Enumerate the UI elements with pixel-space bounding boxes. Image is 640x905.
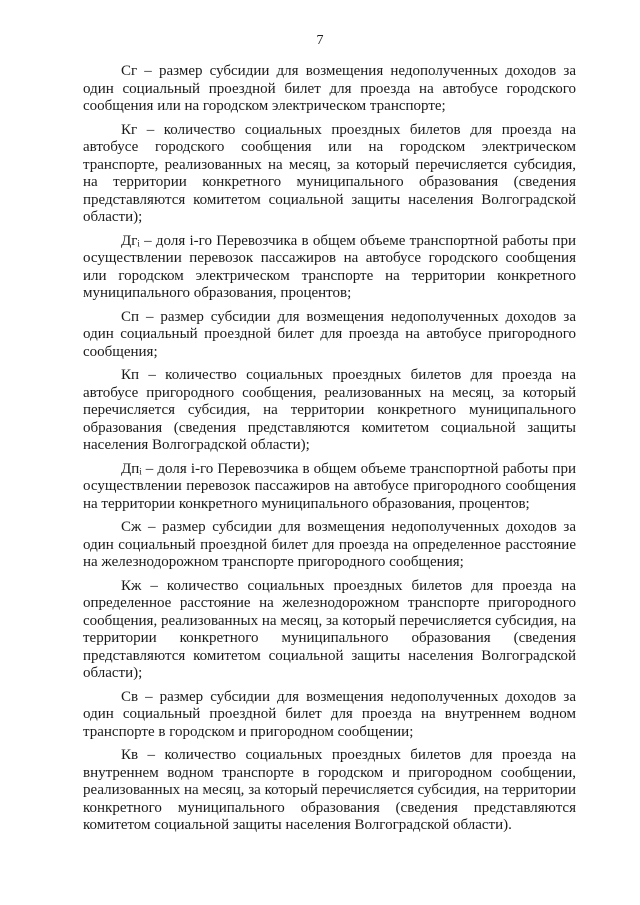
paragraph-sg: Сг – размер субсидии для возмещения недополученных доходов за один социальный проездной билет для проезда на автобусе городского сообщения или на городском электрическом транспорте; xyxy=(83,63,576,114)
paragraph-kzh: Кж – количество социальных проездных билетов для проезда на определенное расстояние на железнодорожном транспорте пригородного сообщения, реализованных на месяц, за который перечисляется субсидия, на территории конкретного муниципального образования (сведения представляются комитетом социальной защиты населения Волгоградской области); xyxy=(83,577,576,681)
document-body xyxy=(83,63,576,841)
page-number: 7 xyxy=(316,33,324,48)
paragraph-sv: Св – размер субсидии для возмещения недополученных доходов за один социальный проездной билет для проезда на внутреннем водном транспорте в городском и пригородном сообщении; xyxy=(83,688,576,740)
paragraph-szh: Сж – размер субсидии для возмещения недополученных доходов за один социальный проездной билет для проезда на определенное расстояние на железнодорожном транспорте пригородного сообщения; xyxy=(83,519,576,570)
paragraph-sp: Сп – размер субсидии для возмещения недополученных доходов за один социальный проездной билет для проезда на автобусе пригородного сообщения; xyxy=(83,308,576,360)
paragraph-dg: Дгᵢ – доля i-го Перевозчика в общем объеме транспортной работы при осуществлении перевозок пассажиров на автобусе городского сообщения или городском электрическом транспорте на территории конкретного муниципального образования, процентов; xyxy=(83,232,576,301)
paragraph-kg: Кг – количество социальных проездных билетов для проезда на автобусе городского сообщения или на городском электрическом транспорте, реализованных на месяц, за который перечисляется субсидия, на территории конкретного муниципального образования (сведения представляются комитетом социальной защиты населения Волгоградской области); xyxy=(83,121,576,225)
paragraph-kv: Кв – количество социальных проездных билетов для проезда на внутреннем водном транспорте в городском и пригородном сообщении, реализованных на месяц, за который перечисляется субсидия, на территории конкретного муниципального образования (сведения представляются комитетом социальной защиты населения Волгоградской области). xyxy=(83,747,576,833)
paragraph-dp: Дпᵢ – доля i-го Перевозчика в общем объеме транспортной работы при осуществлении перевозок пассажиров на автобусе пригородного сообщения на территории конкретного муниципального образования, процентов; xyxy=(83,460,576,512)
paragraph-kp: Кп – количество социальных проездных билетов для проезда на автобусе пригородного сообщения, реализованных на месяц, за который перечисляется субсидия, на территории конкретного муниципального образования (сведения представляются комитетом социальной защиты населения Волгоградской области); xyxy=(83,367,576,453)
